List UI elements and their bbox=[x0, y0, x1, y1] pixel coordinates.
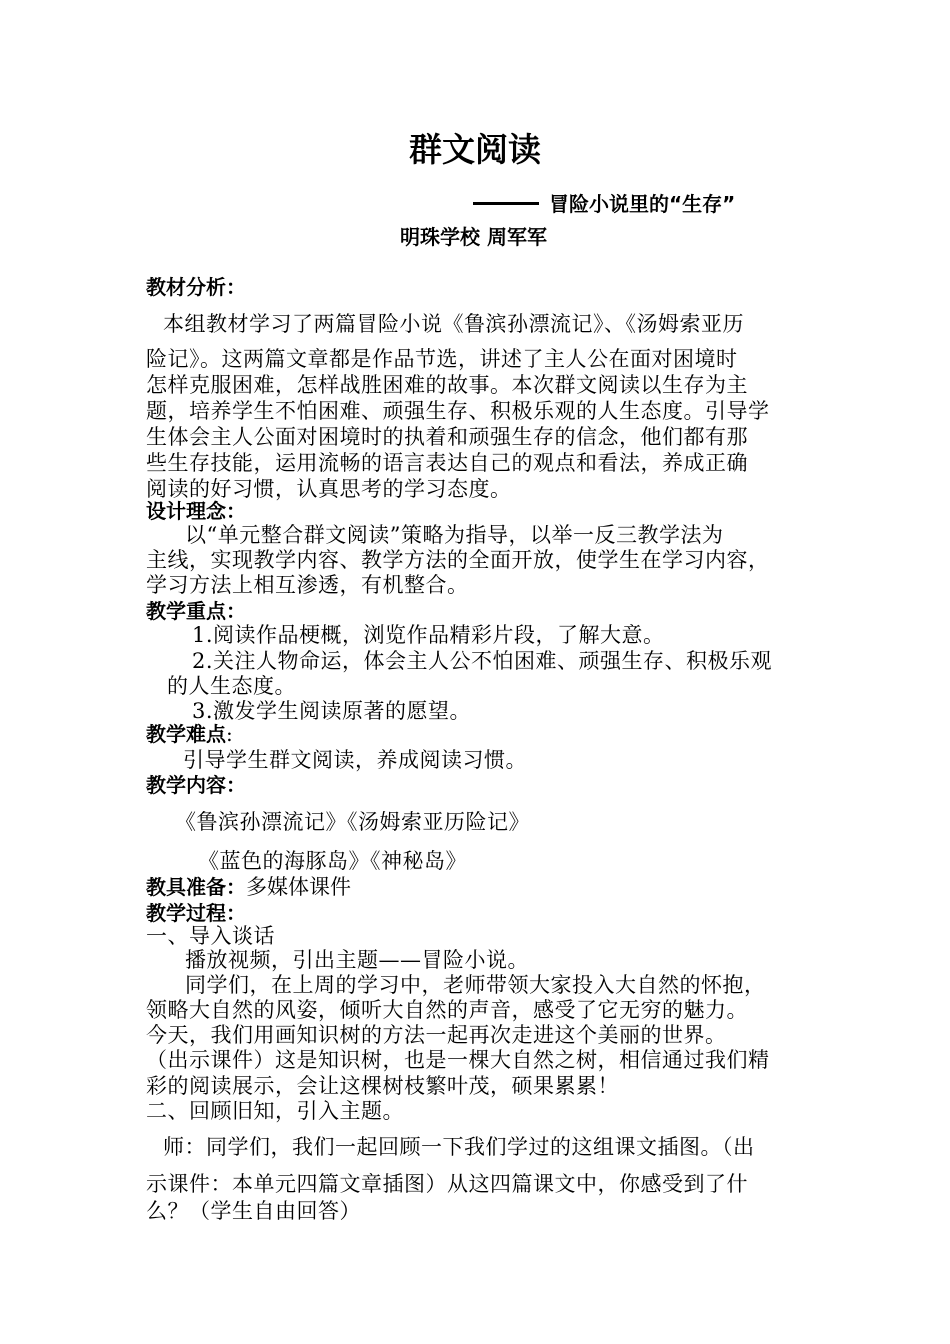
process-line: 师：同学们，我们一起回顾一下我们学过的这组课文插图。（出 bbox=[163, 1135, 755, 1159]
heading-difficulty-colon: : bbox=[226, 722, 233, 746]
process-line: 今天，我们用画知识树的方法一起再次走进这个美丽的世界。 bbox=[146, 1023, 727, 1047]
difficulty-line: 引导学生群文阅读，养成阅读习惯。 bbox=[183, 748, 527, 772]
document-title: 群文阅读 bbox=[409, 130, 541, 169]
heading-analysis: 教材分析： bbox=[146, 275, 246, 299]
process-line: （出示课件）这是知识树，也是一棵大自然之树，相信通过我们精 bbox=[146, 1048, 770, 1072]
focus-line: 的人生态度。 bbox=[167, 674, 296, 698]
analysis-line: 生体会主人公面对困境时的执着和顽强生存的信念，他们都有那 bbox=[146, 425, 748, 449]
analysis-line: 本组教材学习了两篇冒险小说《鲁滨孙漂流记》、《汤姆索亚历 bbox=[163, 312, 744, 336]
process-line: 播放视频，引出主题——冒险小说。 bbox=[185, 948, 529, 972]
analysis-line: 阅读的好习惯，认真思考的学习态度。 bbox=[146, 477, 512, 501]
heading-concept: 设计理念： bbox=[146, 499, 246, 523]
analysis-line: 险记》。这两篇文章都是作品节选，讲述了主人公在面对困境时 bbox=[146, 347, 738, 371]
heading-content: 教学内容： bbox=[146, 773, 246, 797]
process-line: 领略大自然的风姿，倾听大自然的声音，感受了它无穷的魅力。 bbox=[146, 998, 748, 1022]
focus-line: 3.激发学生阅读原著的愿望。 bbox=[192, 699, 472, 723]
analysis-line: 些生存技能，运用流畅的语言表达自己的观点和看法，养成正确 bbox=[146, 451, 748, 475]
analysis-line: 怎样克服困难，怎样战胜困难的故事。本次群文阅读以生存为主 bbox=[146, 373, 748, 397]
process-line: 彩的阅读展示，会让这棵树枝繁叶茂，硕果累累！ bbox=[146, 1074, 619, 1098]
concept-line: 主线，实现教学内容、教学方法的全面开放，使学生在学习内容， bbox=[146, 548, 770, 572]
analysis-line: 题，培养学生不怕困难、顽强生存、积极乐观的人生态度。引导学 bbox=[146, 399, 770, 423]
tools-value: 多媒体课件 bbox=[246, 875, 351, 899]
process-line: 二、回顾旧知，引入主题。 bbox=[146, 1099, 404, 1123]
process-line: 么？（学生自由回答） bbox=[146, 1199, 361, 1223]
subtitle-text: 冒险小说里的“生存” bbox=[549, 192, 736, 216]
heading-difficulty-label: 教学难点 bbox=[146, 722, 226, 746]
concept-line: 学习方法上相互渗透，有机整合。 bbox=[146, 573, 469, 597]
document-subtitle bbox=[473, 190, 735, 218]
heading-difficulty bbox=[146, 720, 233, 748]
heading-process: 教学过程： bbox=[146, 901, 246, 925]
process-line: 同学们，在上周的学习中，老师带领大家投入大自然的怀抱， bbox=[185, 973, 766, 997]
tools-line bbox=[146, 873, 351, 901]
content-line: 《鲁滨孙漂流记》《汤姆索亚历险记》 bbox=[175, 810, 530, 834]
subtitle-dash bbox=[473, 202, 539, 205]
focus-line: 1.阅读作品梗概，浏览作品精彩片段，了解大意。 bbox=[192, 623, 665, 647]
heading-tools: 教具准备： bbox=[146, 875, 246, 899]
content-line: 《蓝色的海豚岛》《神秘岛》 bbox=[198, 849, 467, 873]
process-line: 示课件：本单元四篇文章插图）从这四篇课文中，你感受到了什 bbox=[146, 1172, 748, 1196]
focus-line: 2.关注人物命运，体会主人公不怕困难、顽强生存、积极乐观 bbox=[192, 649, 773, 673]
author-line: 明珠学校 周军军 bbox=[400, 225, 547, 249]
concept-line: 以“单元整合群文阅读”策略为指导，以举一反三教学法为 bbox=[185, 523, 724, 547]
heading-focus: 教学重点： bbox=[146, 599, 246, 623]
process-line: 一、导入谈话 bbox=[146, 924, 275, 948]
